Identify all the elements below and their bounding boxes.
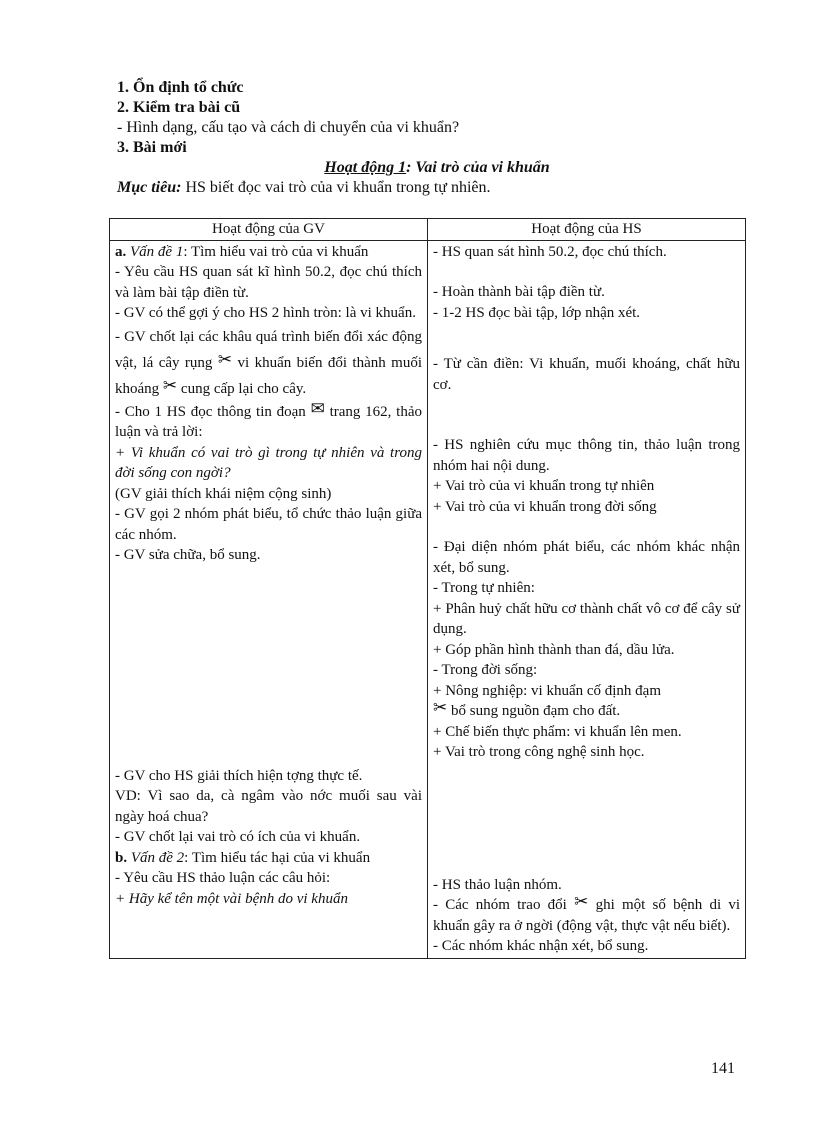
gv-step: - GV gọi 2 nhóm phát biểu, tổ chức thảo luận giữa các nhóm. (115, 506, 422, 543)
spacer (433, 763, 740, 875)
hs-step: + Vai trò của vi khuẩn trong tự nhiên (433, 478, 655, 494)
hs-step: - HS quan sát hình 50.2, đọc chú thích. (433, 243, 667, 260)
hs-step: - Các nhóm khác nhận xét, bổ sung. (433, 938, 649, 954)
hs-step: - Các nhóm trao đổi ✂ ghi một số bệnh di vi khuẩn gây ra ở ngời (động vật, thực vật nếu biết). (433, 892, 740, 934)
gv-step: - GV chốt lại các khâu quá trình biến đổi xác động vật, lá cây rụng ✂ vi khuẩn biến đổi thành muối khoáng ✂ cung cấp lại cho cây. (115, 328, 422, 397)
teacher-activities-cell (110, 240, 428, 958)
spacer (433, 323, 740, 354)
gv-step: - GV cho HS giải thích hiện tợng thực tế. (115, 767, 363, 784)
gv-note: (GV giải thích khái niệm cộng sinh) (115, 485, 332, 502)
gv-step: - Yêu cầu HS quan sát kĩ hình 50.2, đọc chú thích và làm bài tập điền từ. (115, 264, 422, 301)
hs-step: - 1-2 HS đọc bài tập, lớp nhận xét. (433, 304, 641, 321)
student-activities-cell (428, 240, 746, 958)
hs-step: - Từ cần điền: Vi khuẩn, muối khoáng, chất hữu cơ. (433, 356, 740, 393)
gv-question: + Hãy kể tên một vài bệnh do vi khuẩn (115, 890, 348, 907)
hs-step: + Nông nghiệp: vi khuẩn cố định đạm (433, 682, 662, 699)
scissors-icon: ✂ (217, 349, 233, 369)
scissors-icon: ✂ (433, 698, 448, 717)
hs-step: + Vai trò của vi khuẩn trong đời sống (433, 498, 657, 515)
section-2-title: 2. Kiểm tra bài cũ (117, 99, 241, 116)
hs-step: ✂ bổ sung nguồn đạm cho đất. (433, 698, 621, 719)
hs-step: - HS thảo luận nhóm. (433, 876, 562, 893)
gv-example: VD: Vì sao da, cà ngâm vào nớc muối sau vài ngày hoá chua? (115, 788, 422, 825)
gv-step: - GV sửa chữa, bổ sung. (115, 547, 261, 563)
column-header-teacher: Hoạt động của GV (110, 219, 428, 241)
section-1-title: 1. Ổn định tổ chức (117, 79, 244, 96)
activity-title (117, 158, 757, 178)
envelope-icon: ✉ (310, 398, 325, 418)
scissors-icon: ✂ (574, 892, 589, 911)
scissors-icon: ✂ (162, 375, 178, 395)
hs-step: + Phân huỷ chất hữu cơ thành chất vô cơ để cây sử dụng. (433, 600, 740, 637)
lesson-header (117, 78, 757, 198)
activity-table (109, 218, 746, 959)
gv-question: + Vi khuẩn có vai trò gì trong tự nhiên và trong đời sống con ngời? (115, 444, 422, 481)
section-3-title: 3. Bài mới (117, 139, 187, 156)
gv-step: - Cho 1 HS đọc thông tin đoạn ✉ trang 162, thảo luận và trả lời: (115, 398, 422, 440)
hs-step: - Hoàn thành bài tập điền từ. (433, 284, 605, 300)
table-row (110, 240, 746, 958)
hs-step: + Vai trò trong công nghệ sinh học. (433, 744, 645, 760)
review-question: - Hình dạng, cấu tạo và cách di chuyển của vi khuẩn? (117, 119, 460, 136)
gv-step: - GV chốt lại vai trò có ích của vi khuẩn. (115, 829, 361, 845)
spacer (115, 566, 422, 766)
objective-line (117, 178, 757, 198)
issue-2-heading: b. Vấn đề 2: Tìm hiểu tác hại của vi khuẩn (115, 849, 371, 866)
hs-step: - Đại diện nhóm phát biểu, các nhóm khác nhận xét, bổ sung. (433, 539, 740, 576)
objective-text: HS biết đọc vai trò của vi khuẩn trong tự nhiên. (181, 179, 491, 196)
hs-step: + Góp phần hình thành than đá, dầu lửa. (433, 641, 675, 658)
page-number: 141 (711, 1060, 735, 1077)
column-header-student: Hoạt động của HS (428, 219, 746, 241)
activity-topic: : Vai trò của vi khuẩn (406, 159, 550, 176)
gv-step: - GV có thể gợi ý cho HS 2 hình tròn: là vi khuẩn. (115, 305, 416, 321)
issue-1-heading: a. Vấn đề 1: Tìm hiểu vai trò của vi khuẩn (115, 243, 369, 260)
spacer (433, 395, 740, 435)
objective-label: Mục tiêu: (117, 179, 182, 196)
hs-step: + Chế biến thực phẩm: vi khuẩn lên men. (433, 723, 682, 740)
hs-step: - HS nghiên cứu mục thông tin, thảo luận trong nhóm hai nội dung. (433, 437, 740, 474)
spacer (433, 517, 740, 537)
gv-step: - Yêu cầu HS thảo luận các câu hỏi: (115, 870, 331, 886)
spacer (433, 262, 740, 282)
hs-step: - Trong tự nhiên: (433, 580, 535, 596)
table-header-row (110, 219, 746, 241)
activity-label: Hoạt động 1 (324, 159, 407, 176)
hs-step: - Trong đời sống: (433, 662, 538, 678)
